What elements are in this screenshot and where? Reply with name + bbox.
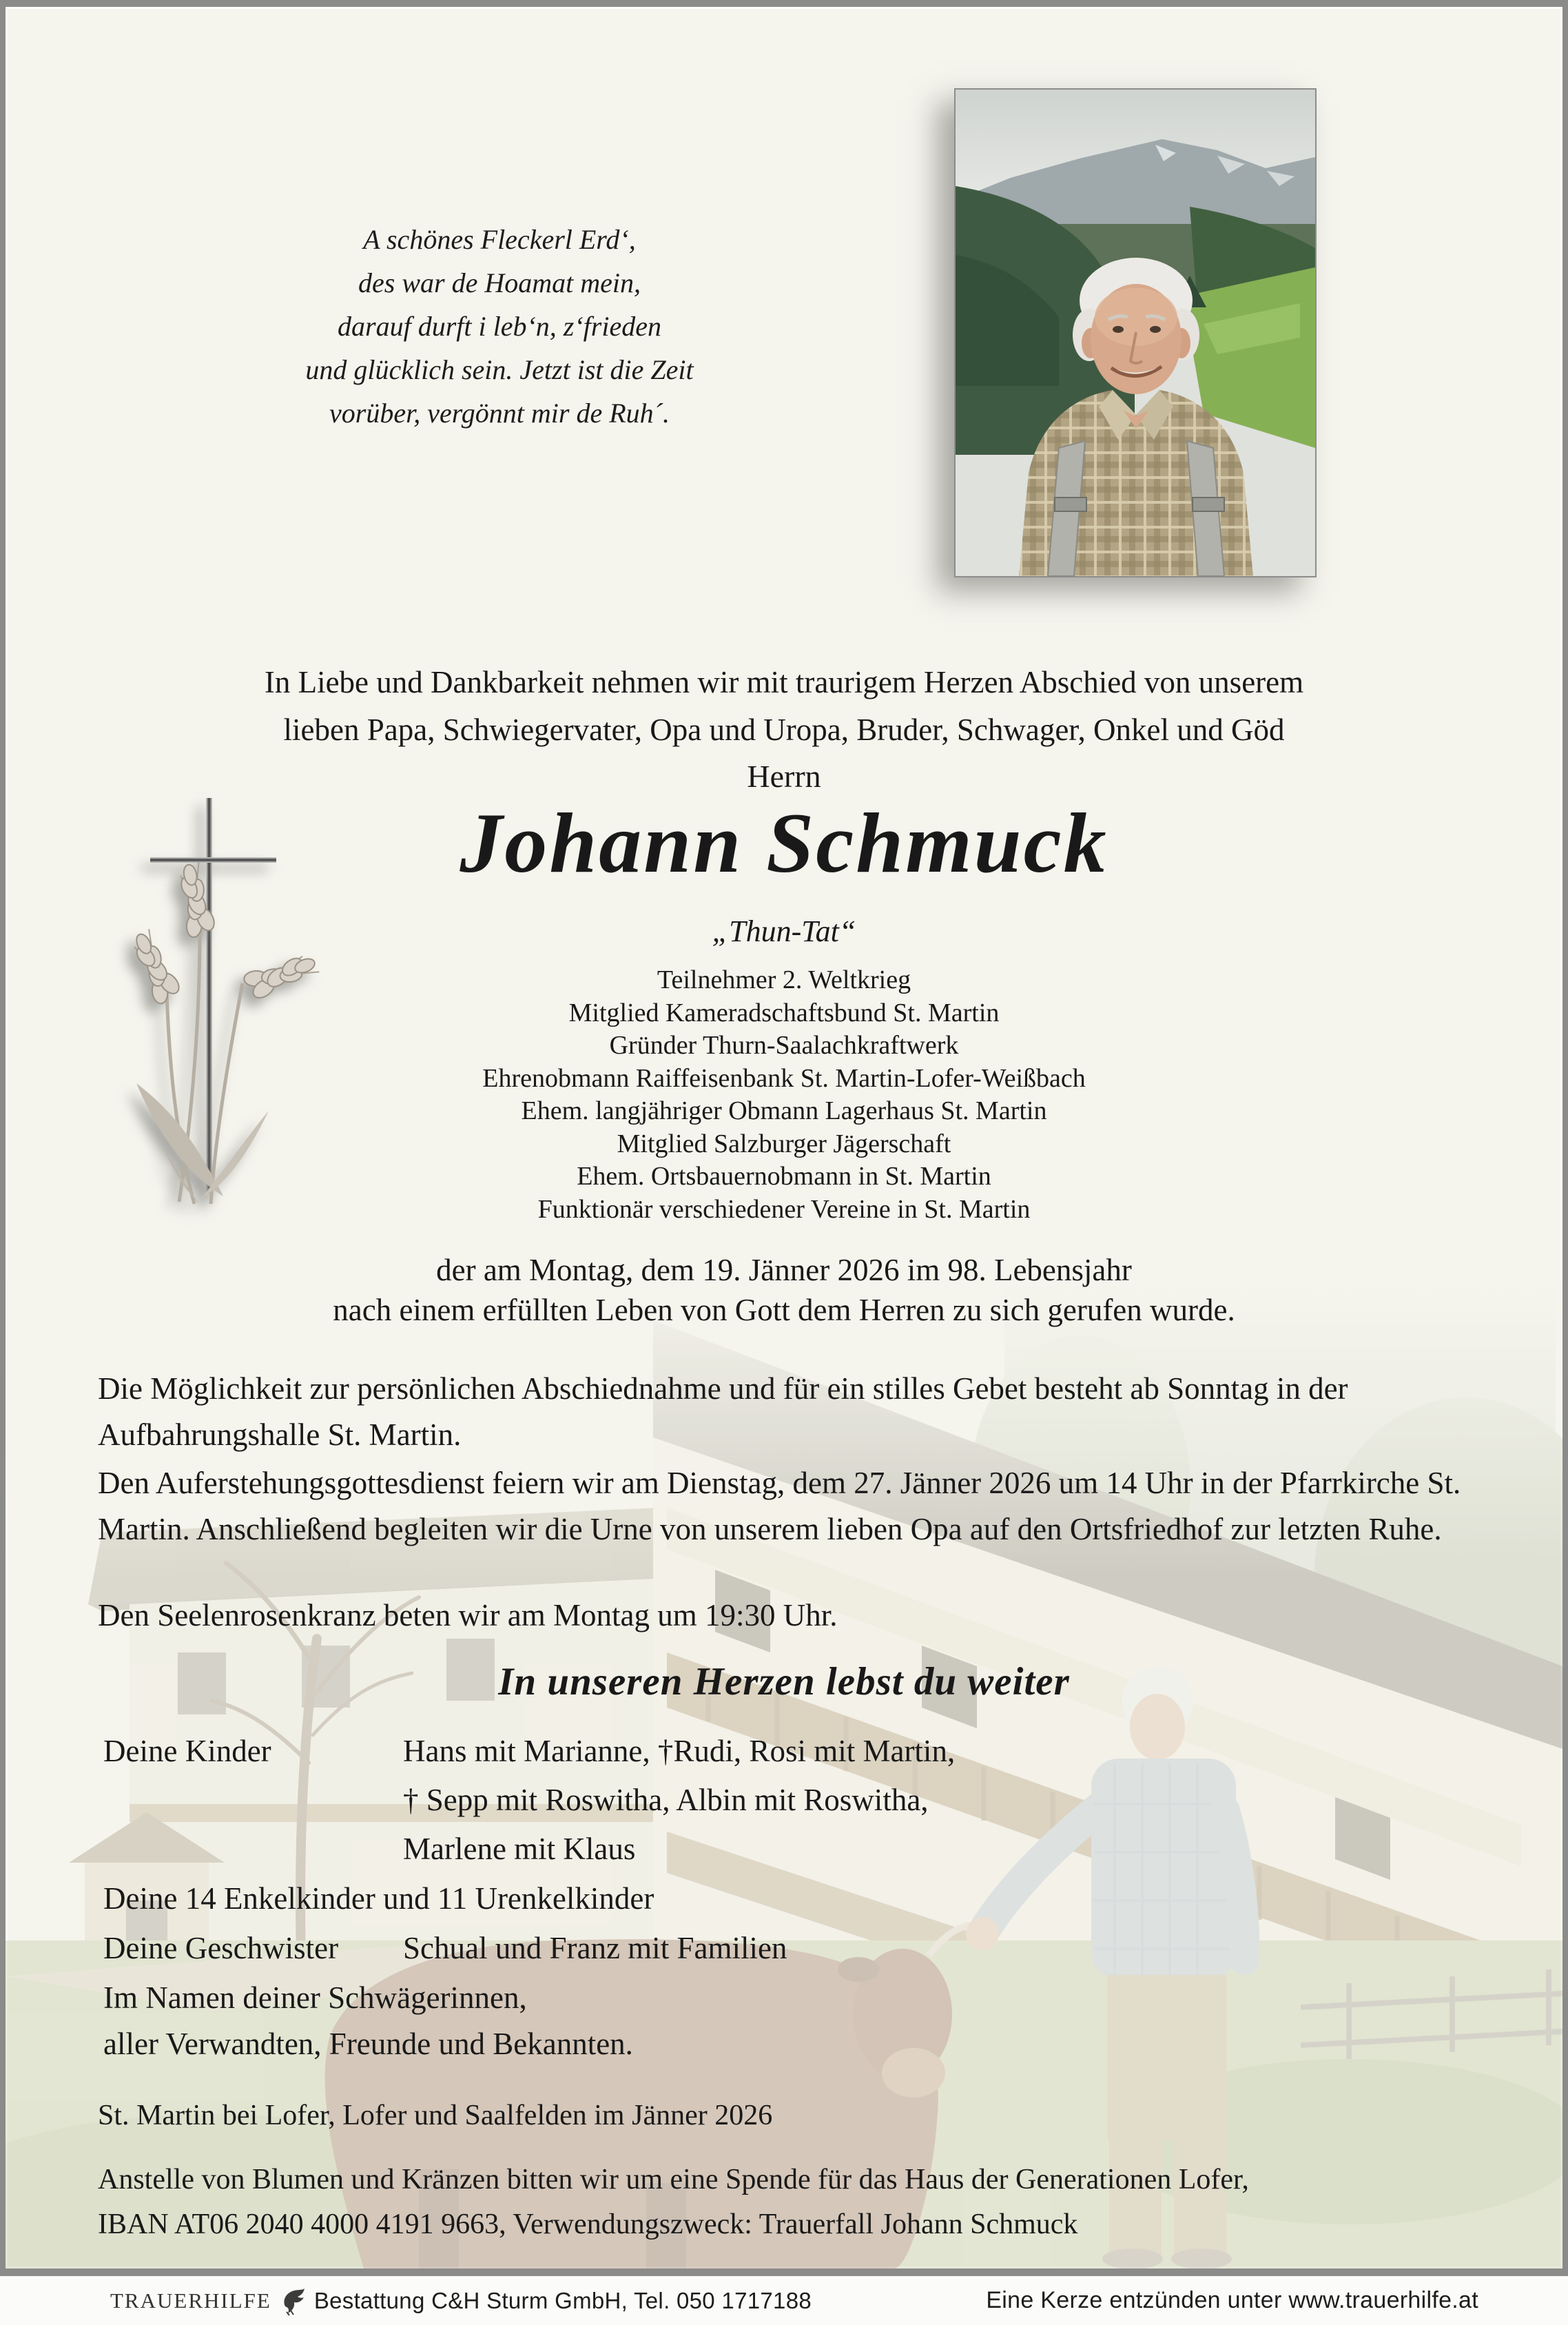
memorial-motto: In unseren Herzen lebst du weiter (498, 1660, 1070, 1703)
deceased-name: Johann Schmuck (460, 796, 1108, 890)
donation-line: Anstelle von Blumen und Kränzen bitten wir um eine Spende für das Haus der Generationen Lofer, (98, 2164, 1249, 2195)
donation-note (98, 2158, 1249, 2247)
poem (196, 218, 803, 435)
poem-line: und glücklich sein. Jetzt ist die Zeit (305, 354, 694, 385)
trauerhilfe-logo-text: TRAUERHILFE (110, 2288, 271, 2313)
frame-top (0, 0, 1568, 7)
funeral-company-text: Bestattung C&H Sturm GmbH, Tel. 050 1717188 (313, 2287, 812, 2313)
title-line: Ehem. Ortsbauernobmann in St. Martin (577, 1162, 991, 1191)
siblings-names: Schual und Franz mit Familien (403, 1931, 787, 1965)
grandchildren-line: Deine 14 Enkelkinder und 11 Urenkelkinder (103, 1881, 654, 1916)
children-line: Hans mit Marianne, †Rudi, Rosi mit Martin, (403, 1734, 956, 1768)
poem-line: darauf durft i leb‘n, z‘frieden (338, 311, 661, 342)
title-line: Mitglied Kameradschaftsbund St. Martin (568, 998, 1000, 1027)
im-namen-line: aller Verwandten, Freunde und Bekannten. (103, 2027, 633, 2061)
title-line: Ehrenobmann Raiffeisenbank St. Martin-Lofer-Weißbach (482, 1063, 1086, 1093)
intro-line: In Liebe und Dankbarkeit nehmen wir mit traurigem Herzen Abschied von unserem (264, 665, 1304, 699)
poem-line: A schönes Fleckerl Erd‘, (363, 224, 636, 255)
titles-list (0, 964, 1568, 1226)
children-label: Deine Kinder (103, 1734, 271, 1768)
paragraph-gottesdienst: Den Auferstehungsgottesdienst feiern wir am Dienstag, dem 27. Jänner 2026 um 14 Uhr in der Pfarrkirche St. Martin. Anschließend begleiten wir die Urne von unserem lieben Opa auf den Ortsfriedhof zur letzten Ruhe. (98, 1466, 1461, 1546)
deceased-nickname: „Thun-Tat“ (712, 914, 856, 948)
title-line: Teilnehmer 2. Weltkrieg (657, 965, 911, 994)
footer-left (110, 2276, 812, 2325)
frame-bottom-bar (0, 2268, 1568, 2276)
paragraph-seelenrosenkranz: Den Seelenrosenkranz beten wir am Montag um 19:30 Uhr. (98, 1598, 838, 1632)
candle-link-text: Eine Kerze entzünden unter www.trauerhilfe.at (986, 2287, 1478, 2313)
children-names (403, 1727, 955, 1874)
intro-text (0, 659, 1568, 754)
poem-line: des war de Hoamat mein, (358, 267, 641, 298)
poem-line: vorüber, vergönnt mir de Ruh´. (329, 398, 670, 429)
place-date: St. Martin bei Lofer, Lofer und Saalfelden im Jänner 2026 (98, 2100, 773, 2131)
dove-icon (280, 2286, 306, 2316)
children-line: † Sepp mit Roswitha, Albin mit Roswitha, (403, 1783, 929, 1817)
salutation: Herrn (747, 759, 821, 794)
death-line: nach einem erfüllten Leben von Gott dem Herren zu sich gerufen wurde. (333, 1293, 1235, 1327)
children-line: Marlene mit Klaus (403, 1832, 636, 1866)
title-line: Funktionär verschiedener Vereine in St. Martin (537, 1194, 1031, 1224)
title-line: Ehem. langjähriger Obmann Lagerhaus St. Martin (521, 1096, 1047, 1125)
title-line: Gründer Thurn-Saalachkraftwerk (609, 1031, 959, 1060)
death-line: der am Montag, dem 19. Jänner 2026 im 98. Lebensjahr (436, 1253, 1132, 1287)
paragraph-abschiednahme: Die Möglichkeit zur persönlichen Abschiednahme und für ein stilles Gebet besteht ab Sonntag in der Aufbahrungshalle St. Martin. (98, 1371, 1348, 1452)
donation-line: IBAN AT06 2040 4000 4191 9663, Verwendungszweck: Trauerfall Johann Schmuck (98, 2209, 1078, 2240)
im-namen-line: Im Namen deiner Schwägerinnen, (103, 1980, 527, 2015)
intro-line: lieben Papa, Schwiegervater, Opa und Uropa, Bruder, Schwager, Onkel und Göd (283, 713, 1285, 747)
portrait-photo-image (956, 90, 1315, 576)
portrait-photo (954, 88, 1317, 577)
title-line: Mitglied Salzburger Jägerschaft (617, 1129, 951, 1158)
death-statement (0, 1250, 1568, 1330)
siblings-label: Deine Geschwister (103, 1931, 339, 1965)
in-the-name-of (103, 1975, 633, 2067)
